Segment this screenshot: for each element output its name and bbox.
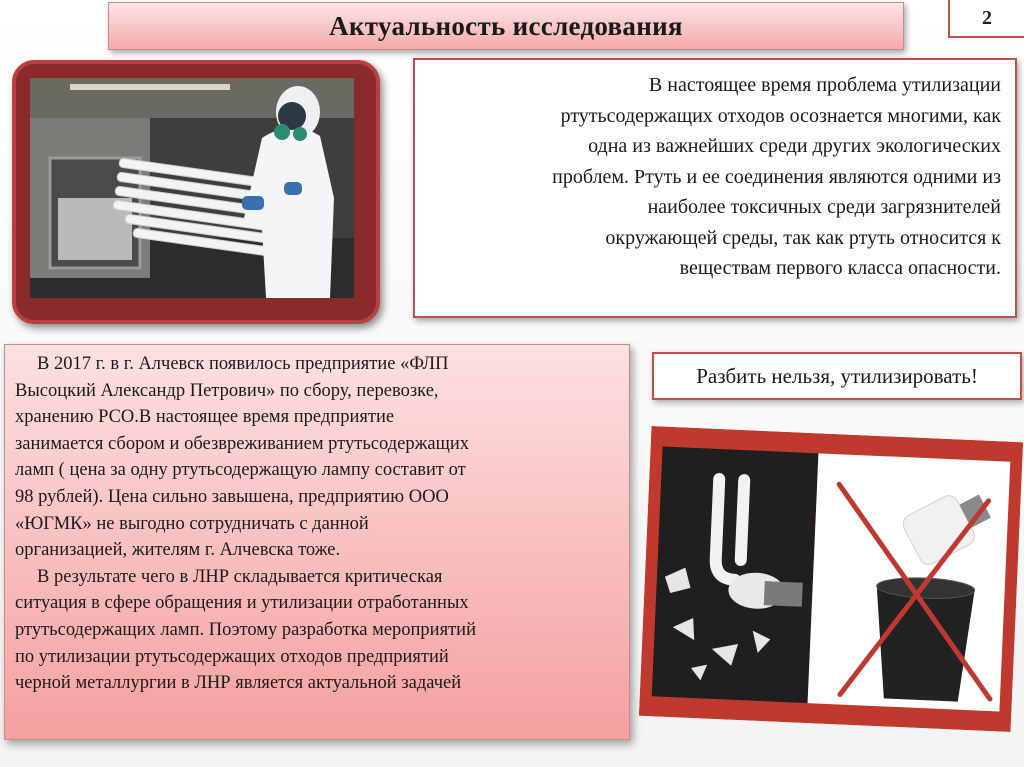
intro-text-box (413, 58, 1017, 318)
intro-line: ртутьсодержащих отходов осознается многими, как (560, 104, 1001, 127)
body-line: «ЮГМК» не выгодно сотрудничать с данной (15, 513, 369, 534)
body-line: ситуация в сфере обращения и утилизации отработанных (15, 593, 469, 614)
intro-line: наиболее токсичных среди загрязнителей (647, 196, 1001, 218)
body-text-box (4, 344, 630, 740)
body-line: В 2017 г. в г. Алчевск появилось предприятие «ФЛП (37, 354, 449, 374)
broken-lamp-photo (639, 426, 1023, 732)
body-line: занимается сбором и обезвреживанием ртутьсодержащих (15, 433, 469, 454)
body-line: организацией, жителям г. Алчевска тоже. (15, 540, 341, 561)
body-line: черной металлургии в ЛНР является актуальной задачей (15, 673, 462, 694)
body-line: В результате чего в ЛНР складывается критическая (37, 566, 443, 587)
broken-lamp-and-trash-image (639, 426, 1023, 732)
intro-line: одна из важнейших среди других экологических (588, 135, 1001, 157)
intro-line: окружающей среды, так как ртуть относится к (605, 226, 1001, 249)
page-number: 2 (982, 6, 992, 29)
title-banner (108, 2, 904, 50)
warning-text: Разбить нельзя, утилизировать! (696, 363, 978, 388)
slide-title: Актуальность исследования (329, 10, 683, 41)
body-line: 98 рублей). Цена сильно завышена, предприятию ООО (15, 486, 449, 507)
body-line: Высоцкий Александр Петрович» по сбору, перевозке, (15, 380, 439, 401)
warning-box (652, 352, 1022, 400)
body-line: по утилизации ртутьсодержащих отходов предприятий (15, 646, 449, 667)
intro-line: веществам первого класса опасности. (679, 257, 1001, 279)
body-line: ртутьсодержащих ламп. Поэтому разработка мероприятий (15, 619, 476, 640)
page-number-box (948, 0, 1024, 38)
intro-line: проблем. Ртуть и ее соединения являются одними из (552, 165, 1001, 188)
body-line: хранению РСО.В настоящее время предприятие (15, 407, 395, 428)
worker-with-lamps-image (30, 78, 354, 298)
body-line: ламп ( цена за одну ртутьсодержащую лампу составит от (15, 460, 466, 481)
worker-photo-frame (12, 60, 380, 324)
intro-line: В настоящее время проблема утилизации (648, 74, 1001, 96)
